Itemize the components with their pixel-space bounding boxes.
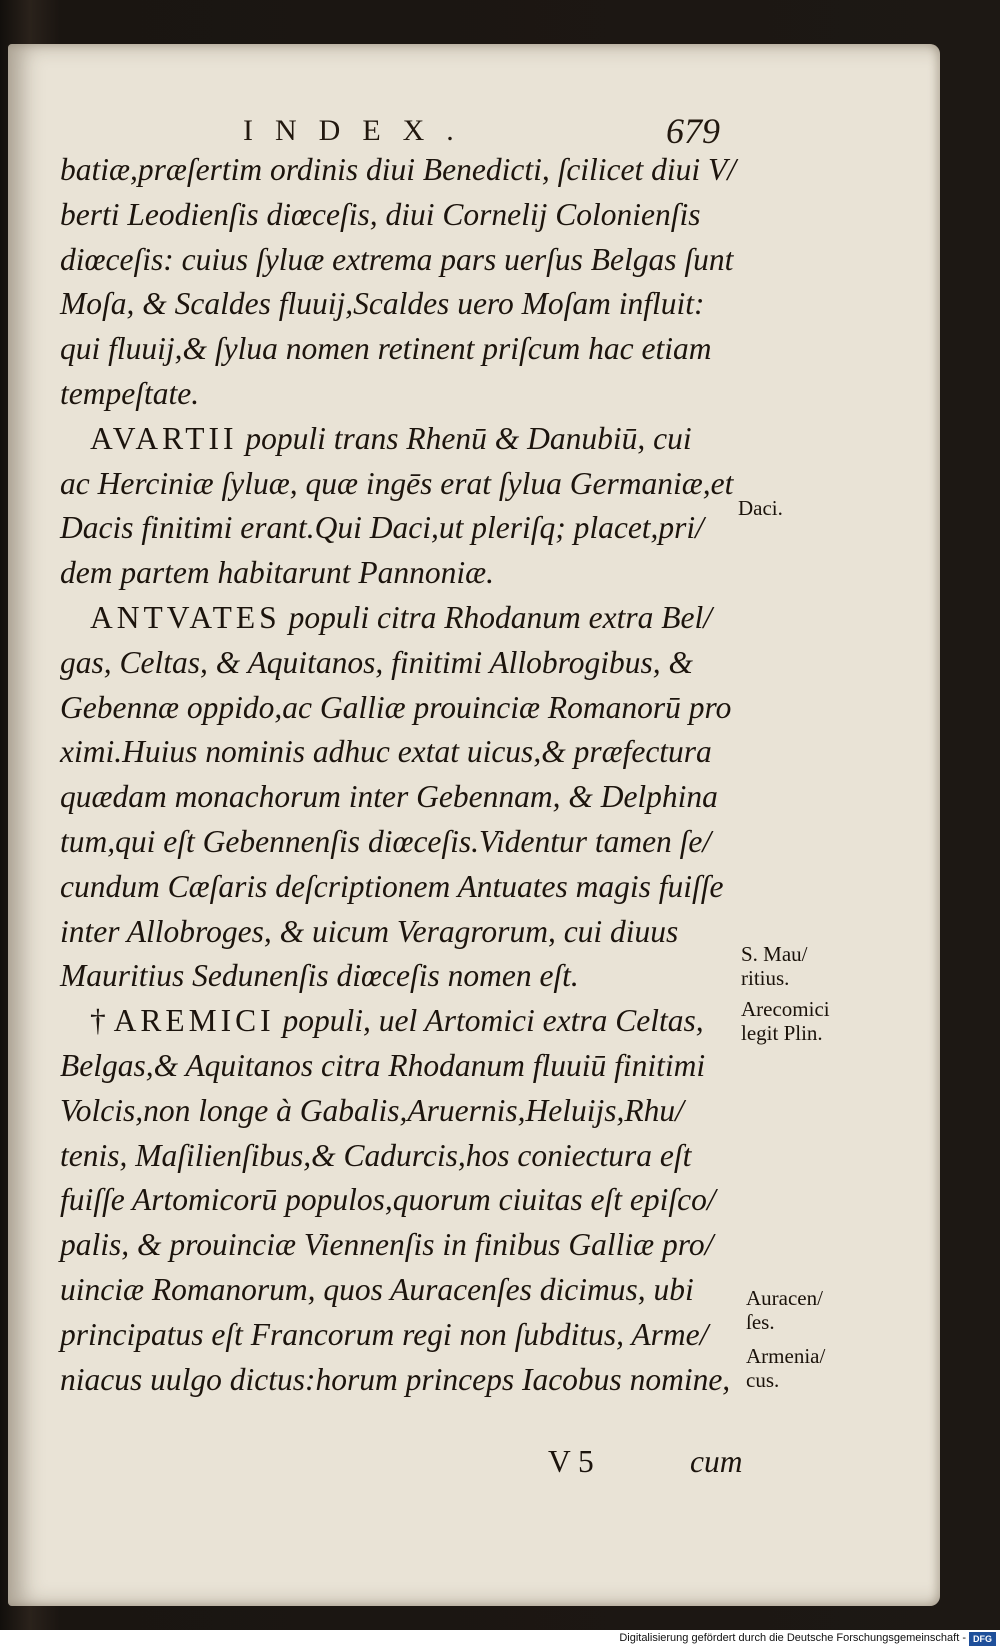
entry-avartii <box>60 417 750 462</box>
margin-note-daci: Daci. <box>738 496 783 520</box>
headword-aremici: AREMICI <box>113 1003 275 1039</box>
text-line: cundum Cæſaris deſcriptionem Antuates magis fuiſſe <box>60 868 724 904</box>
margin-note-armeniacus: Armenia/ cus. <box>746 1344 826 1392</box>
obelus-mark: † <box>90 1003 106 1039</box>
page-number: 679 <box>666 111 720 151</box>
text-line: Volcis,non longe à Gabalis,Aruernis,Heluijs,Rhu/ <box>60 1092 684 1128</box>
signature-mark: V 5 <box>548 1444 594 1479</box>
margin-note-s-mauritius: S. Mau/ ritius. <box>741 942 808 990</box>
text-line: batiæ,præſertim ordinis diui Benedicti, ſcilicet diui V/ <box>60 152 737 187</box>
text-line: Moſa, & Scaldes fluuij,Scaldes uero Moſam influit: <box>60 286 705 322</box>
book-page <box>8 44 940 1606</box>
text-line: Dacis finitimi erant.Qui Daci,ut pleriſq; placet,pri/ <box>60 510 704 546</box>
catchword: cum <box>690 1444 743 1479</box>
text-line: ac Herciniæ ſyluæ, quæ ingēs erat ſylua Germaniæ,et <box>60 465 734 501</box>
footer-bar <box>0 1630 1000 1649</box>
headword-avartii: AVARTII <box>90 420 238 456</box>
margin-note-auracenses: Auracen/ ſes. <box>746 1286 823 1334</box>
index-text <box>60 148 750 1402</box>
text-line: tenis, Maſilienſibus,& Cadurcis,hos coniectura eſt <box>60 1137 692 1173</box>
text-line: tum,qui eſt Gebennenſis diœceſis.Videntur tamen ſe/ <box>60 823 712 859</box>
dfg-logo: DFG <box>969 1632 996 1646</box>
text-line: palis, & prouinciæ Viennenſis in finibus Galliæ pro/ <box>60 1227 714 1263</box>
text-line: berti Leodienſis diœceſis, diui Cornelij Colonienſis <box>60 196 701 232</box>
text-line: populi trans Rhenū & Danubiū, cui <box>245 420 692 456</box>
running-head: INDEX. <box>243 114 476 147</box>
margin-note-arecomici: Arecomici legit Plin. <box>741 997 830 1045</box>
text-line: principatus eſt Francorum regi non ſubditus, Arme/ <box>60 1316 709 1352</box>
headword-antvates: ANTVATES <box>90 599 281 635</box>
text-line: niacus uulgo dictus:horum princeps Iacobus nomine, <box>60 1361 731 1397</box>
entry-antvates <box>60 596 750 641</box>
footer-credit: Digitalisierung gefördert durch die Deutsche Forschungsgemeinschaft - <box>619 1632 966 1644</box>
text-line: Gebennæ oppido,ac Galliæ prouinciæ Romanorū pro <box>60 689 732 725</box>
text-line: qui fluuij,& ſylua nomen retinent priſcum hac etiam <box>60 331 712 367</box>
text-line: dem partem habitarunt Pannoniæ. <box>60 555 494 591</box>
text-line: inter Allobroges, & uicum Veragrorum, cui diuus <box>60 913 679 949</box>
text-line: diœceſis: cuius ſyluæ extrema pars uerſus Belgas ſunt <box>60 241 734 277</box>
text-line: populi, uel Artomici extra Celtas, <box>282 1003 704 1039</box>
catchline <box>8 1444 940 1484</box>
text-line: tempeſtate. <box>60 375 200 411</box>
text-line: Mauritius Sedunenſis diœceſis nomen eſt. <box>60 958 579 994</box>
text-line: populi citra Rhodanum extra Bel/ <box>288 599 712 635</box>
text-line: fuiſſe Artomicorū populos,quorum ciuitas eſt epiſco/ <box>60 1182 716 1218</box>
text-line: Belgas,& Aquitanos citra Rhodanum fluuiū finitimi <box>60 1047 706 1083</box>
text-line: gas, Celtas, & Aquitanos, finitimi Allobrogibus, & <box>60 644 693 680</box>
text-line: ximi.Huius nominis adhuc extat uicus,& præfectura <box>60 734 712 770</box>
text-line: uinciæ Romanorum, quos Auracenſes dicimus, ubi <box>60 1271 694 1307</box>
entry-aremici <box>60 999 750 1044</box>
text-line: quædam monachorum inter Gebennam, & Delphina <box>60 779 718 815</box>
